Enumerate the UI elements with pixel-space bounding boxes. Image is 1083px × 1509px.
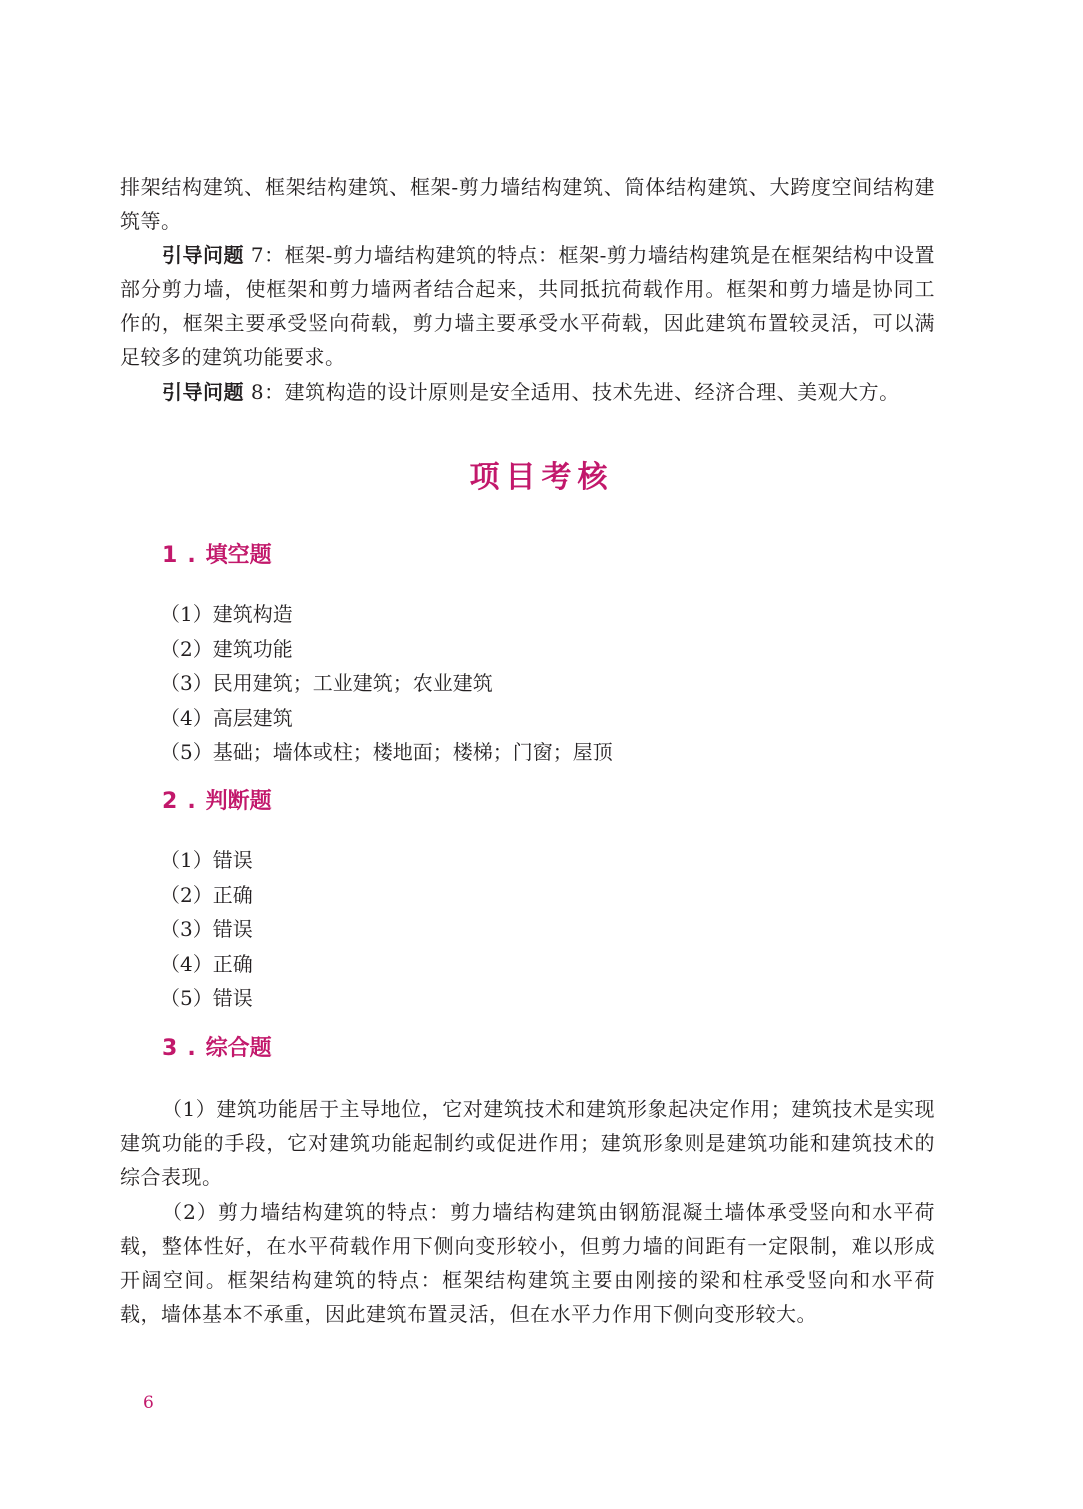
answer-item: （1）建筑构造 (160, 602, 293, 626)
true-false-heading: 2 . 判断题 (162, 789, 272, 814)
answer-item: （5）错误 (160, 986, 253, 1010)
true-false-answers (160, 843, 253, 1016)
answer-item: （4）高层建筑 (160, 705, 293, 730)
section-title: 项目考核 (469, 460, 614, 495)
heading-number: 1 (162, 543, 178, 568)
guide-question-7-text: 7：框架-剪力墙结构建筑的特点：框架-剪力墙结构建筑是在框架结构中设置部分剪力墙，使框架和剪力墙两者结合起来，共同抵抗荷载作用。框架和剪力墙是协同工作的，框架主要承受竖向荷载，剪力墙主要承受水平荷载，因此建筑布置较灵活，可以满足较多的建筑功能要求。 (120, 243, 935, 369)
answer-item: （2）正确 (160, 882, 253, 907)
guide-question-label: 引导问题 (162, 243, 245, 267)
heading-number: 3 (162, 1036, 178, 1061)
heading-text: 综合题 (205, 1036, 272, 1061)
heading-number: 2 (162, 789, 178, 814)
answer-item: （2）建筑功能 (160, 636, 293, 661)
answer-item: （1）错误 (160, 848, 253, 872)
answer-item: （5）基础；墙体或柱；楼地面；楼梯；门窗；屋顶 (160, 740, 613, 764)
fill-blank-heading: 1 . 填空题 (162, 543, 272, 568)
answer-item: （4）正确 (160, 951, 253, 976)
heading-text: 判断题 (205, 789, 272, 814)
answer-item: （3）民用建筑；工业建筑；农业建筑 (160, 671, 493, 695)
intro-paragraph: 排架结构建筑、框架结构建筑、框架-剪力墙结构建筑、筒体结构建筑、大跨度空间结构建筑等。 (120, 175, 935, 233)
comprehensive-answer-2: （2）剪力墙结构建筑的特点：剪力墙结构建筑由钢筋混凝土墙体承受竖向和水平荷载，整体性好，在水平荷载作用下侧向变形较小，但剪力墙的间距有一定限制，难以形成开阔空间。框架结构建筑的特点：框架结构建筑主要由刚接的梁和柱承受竖向和水平荷载，墙体基本不承重，因此建筑布置灵活，但在水平力作用下侧向变形较大。 (120, 1200, 935, 1326)
comprehensive-answer-1: （1）建筑功能居于主导地位，它对建筑技术和建筑形象起决定作用；建筑技术是实现建筑功能的手段，它对建筑功能起制约或促进作用；建筑形象则是建筑功能和建筑技术的综合表现。 (120, 1097, 935, 1189)
guide-question-label: 引导问题 (162, 380, 244, 404)
guide-question-8-text: 8：建筑构造的设计原则是安全适用、技术先进、经济合理、美观大方。 (244, 380, 900, 404)
guide-question-7 (120, 238, 935, 374)
page-number: 6 (143, 1393, 154, 1413)
heading-text: 填空题 (205, 543, 272, 568)
fill-blank-answers (160, 597, 613, 770)
guide-question-8 (120, 375, 935, 409)
comprehensive-heading: 3 . 综合题 (162, 1036, 272, 1061)
answer-item: （3）错误 (160, 917, 253, 941)
